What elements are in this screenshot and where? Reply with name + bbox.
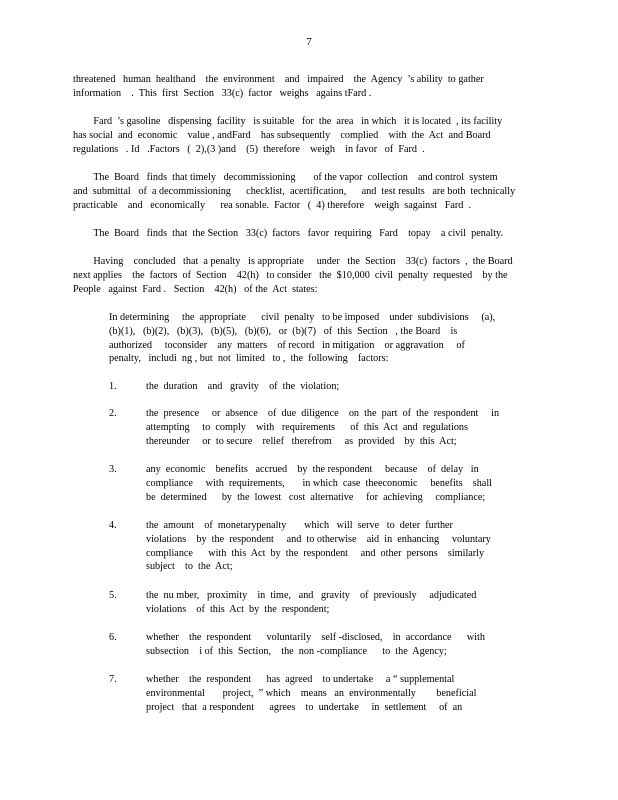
factor-text: the amount of monetarypenalty which will serve to deter further violations by the respondent and to otherwise aid in enhancing voluntary compliance with this Act by the respondent and other persons similarly subject to the Act; xyxy=(146,520,491,573)
factor-number: 3. xyxy=(109,464,117,475)
factor-number: 7. xyxy=(109,674,117,685)
factor-text: the presence or absence of due diligence on the part of the respondent in attempting to comply with requirements of this Act and regulations thereunder or to secure relief therefrom as provided by this Act; xyxy=(146,408,500,447)
factor-text: the duration and gravity of the violation; xyxy=(146,381,340,392)
factor-number: 2. xyxy=(109,408,117,419)
factor-number: 1. xyxy=(109,381,117,392)
factor-number: 6. xyxy=(109,632,117,643)
quote-intro: In determining the appropriate civil penalty to be imposed under subdivisions (a), (b)(1), (b)(2), (b)(3), (b)(5), (b)(6), or (b)(7) of this Section , the Board is authorized toconsider any matters of record in mitigation or aggravation of penalty, includi ng , but not limited to , the following factors: xyxy=(109,312,496,365)
page-number: 7 xyxy=(306,36,312,48)
paragraph-decommissioning: The Board finds that timely decommissioning of the vapor collection and control system and submittal of a decommissioning checklist, acertification, and test results are both technically practicable and economically rea sonable. Factor ( 4) therefore weigh sagainst Fard . xyxy=(73,172,516,211)
factor-text: any economic benefits accrued by the respondent because of delay in compliance with requirements, in which case theeconomic benefits shall be determined by the lowest cost alternative for achieving compliance; xyxy=(146,464,492,503)
factor-text: the nu mber, proximity in time, and gravity of previously adjudicated violations of this Act by the respondent; xyxy=(146,590,477,615)
paragraph-fard-facility: Fard ’s gasoline dispensing facility is suitable for the area in which it is located , its facility has social and economic value , andFard has subsequently complied with the Act and Board regulations . Id .Factors ( 2),(3 )and (5) therefore weigh in favor of Fard . xyxy=(73,116,503,155)
factor-number: 4. xyxy=(109,520,117,531)
factor-number: 5. xyxy=(109,590,117,601)
paragraph-board-finds: The Board finds that the Section 33(c) factors favor requiring Fard topay a civil penalty. xyxy=(73,228,504,239)
paragraph-section-42h: Having concluded that a penalty is appropriate under the Section 33(c) factors , the Board next applies the factors of Section 42(h) to consider the $10,000 civil penalty requested by the People against Fard . Section 42(h) of the Act states: xyxy=(73,256,513,295)
paragraph-continuation: threatened human healthand the environment and impaired the Agency ’s ability to gather information . This first Section 33(c) factor weighs agains tFard . xyxy=(73,74,484,99)
factor-text: whether the respondent has agreed to undertake a “ supplemental environmental project, ” which means an environmentally beneficial project that a respondent agrees to undertake in settlement of an xyxy=(146,674,477,713)
factor-text: whether the respondent voluntarily self -disclosed, in accordance with subsection i of this Section, the non -compliance to the Agency; xyxy=(146,632,485,657)
